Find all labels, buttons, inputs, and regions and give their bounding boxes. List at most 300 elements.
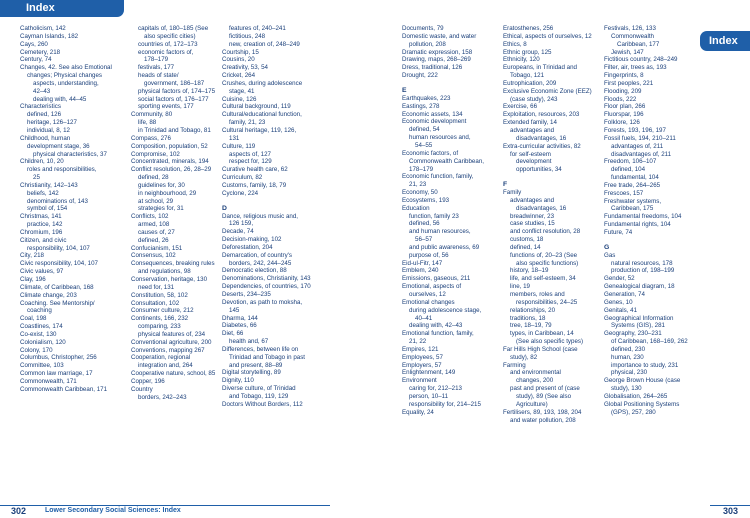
index-entry: Emissions, gaseous, 211	[402, 275, 471, 283]
index-entry: Exercise, 66	[503, 103, 538, 111]
index-entry: (See also specific types)	[516, 338, 584, 346]
index-entry: Globalisation, 264–265	[604, 392, 668, 400]
index-entry: Generation, 74	[604, 291, 645, 298]
index-entry: Community, 80	[131, 111, 173, 119]
index-entry: Systems (GIS), 281	[611, 322, 665, 330]
index-entry: history, 18–19	[510, 267, 549, 275]
index-entry: Decision-making, 102	[222, 236, 282, 244]
index-entry: Equality, 24	[402, 408, 434, 416]
index-entry: Employers, 57	[402, 361, 442, 369]
index-entry: Frescoes, 157	[604, 189, 644, 197]
index-entry: also specific cities)	[144, 32, 196, 40]
index-entry: Commonwealth Caribbean, 171	[20, 385, 108, 393]
index-entry: Children, 10, 20	[20, 158, 64, 166]
index-entry: armed, 108	[138, 221, 170, 229]
index-entry: heritage, 126–127	[27, 119, 77, 127]
index-entry: borders, 242, 244–245	[229, 259, 292, 267]
index-entry: pollution, 208	[409, 40, 446, 48]
index-entry: Diverse culture, of Trinidad	[222, 385, 296, 393]
index-entry: in neighbourhood, 29	[138, 189, 197, 197]
index-entry: Citizen, and civic	[20, 236, 67, 244]
index-entry: development stage, 36	[27, 142, 90, 150]
index-entry: line, 19	[510, 283, 530, 291]
page-number-left: 302	[11, 506, 27, 516]
index-entry: 145	[229, 306, 240, 314]
index-entry: during adolescence stage,	[409, 306, 482, 314]
index-entry: Composition, population, 52	[131, 142, 208, 150]
index-entry: defined, 56	[409, 220, 440, 228]
index-entry: Century, 74	[20, 56, 52, 64]
index-entry: Common law marriage, 17	[20, 370, 93, 378]
index-entry: strategies for, 31	[138, 205, 184, 213]
index-entry: Compromise, 102	[131, 150, 180, 158]
index-entry: 126 159,	[229, 220, 254, 228]
index-entry: Fundamental freedoms, 104	[604, 213, 682, 221]
index-entry: respect for, 129	[229, 158, 272, 166]
index-entry: Colonialism, 120	[20, 338, 66, 346]
index-entry: Dharma, 144	[222, 314, 258, 322]
index-entry: Earthquakes, 223	[402, 94, 451, 102]
index-entry: Geographical Information	[604, 314, 674, 322]
index-entry: functions of, 20–23 (See	[510, 251, 578, 259]
index-entry: Exclusive Economic Zone (EEZ)	[503, 87, 592, 95]
index-entry: Cyclone, 224	[222, 189, 259, 197]
index-entry: Consultation, 102	[131, 299, 180, 307]
index-entry: Drawing, maps, 268–269	[402, 56, 471, 64]
index-entry: Customs, family, 18, 79	[222, 181, 287, 189]
index-entry: Cricket, 264	[222, 72, 256, 80]
index-entry: Caribbean, 177	[617, 40, 660, 48]
index-entry: advantages and	[510, 126, 555, 134]
index-entry: Climate change, 203	[20, 291, 77, 299]
index-entry: fundamental, 104	[611, 174, 659, 182]
index-entry: development	[516, 158, 552, 166]
index-entry: Coal, 198	[20, 315, 47, 323]
index-entry: customs, 18	[510, 236, 544, 244]
index-entry: advantages and	[510, 196, 555, 204]
index-entry: Economic factors, of	[402, 149, 459, 157]
index-entry: Crushes, during adolescence	[222, 79, 303, 87]
index-entry: advantages of, 211	[611, 142, 664, 150]
index-entry: for self-esteem	[510, 150, 551, 158]
index-entry: disadvantages of, 211	[611, 150, 672, 158]
index-entry: Environment	[402, 377, 437, 385]
index-entry: tree, 18–19, 79	[510, 322, 552, 330]
index-entry: Extended family, 14	[503, 119, 557, 127]
index-entry: Economic assets, 134	[402, 110, 463, 118]
index-entry: Catholicism, 142	[20, 25, 66, 32]
index-entry: borders, 242–243	[138, 393, 187, 401]
index-entry: Chromium, 196	[20, 228, 63, 236]
index-column-6	[604, 25, 726, 417]
index-entry: George Brown House (case	[604, 377, 681, 385]
index-entry: Denominations, Christianity, 143	[222, 275, 311, 283]
index-entry: 178–179	[144, 56, 169, 64]
index-entry: roles and responsibilities,	[27, 166, 97, 174]
index-entry: countries of, 172–173	[138, 40, 198, 48]
index-entry: and present, 88–89	[229, 361, 283, 369]
index-entry: Constitution, 58, 102	[131, 291, 188, 299]
index-entry: Civic values, 97	[20, 268, 64, 276]
index-entry: Emotional function, family,	[402, 330, 474, 338]
index-entry: Differences, between life on	[222, 345, 299, 353]
index-entry: ourselves, 12	[409, 291, 446, 298]
index-entry: function, family 23	[409, 212, 459, 220]
index-entry: Culture, 119	[222, 142, 256, 150]
index-entry: natural resources, 178	[611, 259, 673, 267]
index-entry: defined, 28	[138, 174, 169, 182]
index-entry: Family	[503, 189, 522, 197]
index-entry: social factors of, 176–177	[138, 95, 209, 103]
index-entry: 56–57	[415, 236, 433, 244]
index-entry: practice, 142	[27, 221, 63, 229]
index-entry: and regulations, 98	[138, 268, 191, 276]
index-entry: Ethnicity, 120	[503, 56, 540, 64]
index-entry: and human resources,	[409, 228, 471, 236]
index-entry: production of, 198–199	[611, 267, 675, 275]
index-entry: Cayman Islands, 182	[20, 32, 79, 40]
index-entry: Tobago, 121	[510, 72, 545, 80]
index-entry: and Tobago, 119, 129	[229, 392, 289, 400]
index-letter-heading: F	[503, 181, 508, 189]
index-entry: changes, 200	[516, 377, 554, 385]
index-entry: Deserts, 234–235	[222, 291, 271, 298]
index-entry: Demarcation, of country's	[222, 251, 292, 259]
index-entry: purpose of, 56	[409, 251, 449, 259]
index-entry: Cays, 260	[20, 40, 48, 48]
index-entry: Creativity, 53, 54	[222, 64, 268, 72]
index-entry: 54–55	[415, 141, 433, 149]
index-entry: life, and self-esteem, 34	[510, 275, 576, 283]
index-entry: Eastings, 278	[402, 102, 440, 110]
index-entry: Curriculum, 82	[222, 174, 263, 182]
index-entry: Clay, 196	[20, 276, 46, 283]
index-entry: Country	[131, 385, 153, 393]
index-entry: Ethical, aspects of ourselves, 12	[503, 32, 592, 40]
index-entry: Freshwater systems,	[604, 197, 662, 205]
index-entry: Fertilisers, 89, 193, 198, 204	[503, 408, 582, 416]
index-entry: (GPS), 257, 280	[611, 408, 656, 416]
index-entry: Characteristics	[20, 103, 61, 111]
index-entry: defined, 14	[510, 243, 541, 251]
index-letter-heading: G	[604, 243, 610, 251]
index-entry: Childhood, human	[20, 134, 71, 142]
index-entry: defined, 26	[138, 236, 169, 244]
index-entry: aspects of, 127	[229, 150, 271, 158]
index-entry: Far Hills High School (case	[503, 345, 578, 353]
index-entry: new, creation of, 248–249	[229, 40, 300, 48]
index-entry: Cooperative nature, school, 85	[131, 370, 216, 378]
index-entry: Co-exist, 130	[20, 330, 57, 338]
index-entry: Jewish, 147	[611, 48, 644, 56]
footer-rule-left	[0, 505, 330, 506]
index-entry: Genealogical diagram, 18	[604, 283, 675, 291]
index-entry: Festivals, 126, 133	[604, 25, 656, 32]
index-entry: Consensus, 102	[131, 252, 176, 260]
index-entry: disadvantages, 16	[516, 204, 567, 212]
index-entry: Committee, 103	[20, 362, 64, 370]
index-entry: Floods, 222	[604, 95, 637, 103]
index-entry: Cultural background, 119	[222, 103, 291, 111]
index-entry: beliefs, 142	[27, 189, 59, 197]
index-entry: 21, 23	[409, 181, 427, 189]
index-spacer	[222, 198, 344, 202]
index-entry: Genitals, 41	[604, 306, 638, 314]
index-entry: Changes, 42. See also Emotional	[20, 64, 112, 72]
index-entry: Eratosthenes, 256	[503, 25, 554, 32]
index-entry: study), 82	[510, 353, 538, 361]
index-entry: Christianity, 142–143	[20, 181, 78, 189]
index-entry: Fundamental rights, 104	[604, 221, 671, 229]
index-column-3	[222, 25, 344, 409]
index-entry: dealing with, 44–45	[33, 95, 87, 103]
index-entry: study), 89 (See also	[516, 392, 572, 400]
index-entry: and environmental	[510, 369, 561, 377]
index-entry: stage, 41	[229, 87, 255, 95]
index-entry: City, 218	[20, 252, 44, 260]
index-entry: Emotional, aspects of	[402, 283, 462, 291]
index-entry: Cooperation, regional	[131, 354, 191, 362]
index-entry: Enlightenment, 149	[402, 369, 456, 377]
index-entry: Floor plan, 266	[604, 103, 646, 111]
index-entry: 40–41	[415, 314, 433, 322]
page-number-right: 303	[722, 506, 738, 516]
index-letter-heading: E	[402, 86, 407, 94]
index-entry: and conflict resolution, 28	[510, 228, 581, 236]
index-entry: aspects, understanding,	[33, 79, 99, 87]
footer-title: Lower Secondary Social Sciences: Index	[45, 507, 181, 514]
index-entry: caring for, 212–213	[409, 385, 462, 393]
index-entry: Empires, 121	[402, 345, 439, 353]
index-entry: Education	[402, 204, 430, 212]
index-entry: changes; Physical changes	[27, 72, 102, 80]
index-entry: Cultural/educational function,	[222, 111, 302, 119]
index-entry: in Trinidad and Tobago, 81	[138, 126, 211, 134]
index-entry: symbol of, 154	[27, 205, 68, 213]
index-entry: Farming	[503, 361, 526, 369]
index-entry: Concentrated, minerals, 194	[131, 158, 209, 166]
index-entry: Economic development	[402, 118, 467, 126]
index-entry: individual, 8, 12	[27, 126, 70, 134]
index-entry: life, 88	[138, 119, 157, 127]
index-entry: Commonwealth	[611, 32, 654, 40]
index-entry: responsibility, 104, 107	[27, 244, 90, 252]
index-entry: Commonwealth, 171	[20, 377, 77, 385]
index-entry: defined, 104	[611, 166, 646, 174]
index-entry: defined, 230	[611, 345, 646, 353]
index-entry: person, 10–11	[409, 392, 449, 400]
index-entry: Agriculture)	[516, 400, 548, 408]
index-entry: guidelines for, 30	[138, 181, 185, 189]
index-letter-heading: D	[222, 204, 227, 212]
index-entry: Dress, traditional, 126	[402, 64, 463, 72]
index-entry: Ethnic group, 125	[503, 48, 552, 56]
index-entry: and water pollution, 208	[510, 416, 576, 424]
index-entry: human resources and,	[409, 134, 471, 142]
index-entry: Domestic waste, and water	[402, 32, 477, 40]
index-entry: human, 230	[611, 353, 644, 361]
index-entry: comparing, 233	[138, 323, 181, 331]
index-entry: Dramatic expression, 158	[402, 48, 473, 56]
index-entry: also specific functions)	[516, 259, 579, 267]
index-entry: defined, 126	[27, 111, 62, 119]
index-entry: Coastlines, 174	[20, 323, 63, 331]
index-entry: economic factors of,	[138, 48, 194, 56]
index-entry: Gender, 52	[604, 275, 635, 283]
index-entry: disadvantages, 16	[516, 134, 567, 142]
index-entry: physical factors of, 174–175	[138, 87, 216, 95]
index-entry: need for, 131	[138, 283, 175, 291]
index-entry: Exploitation, resources, 203	[503, 111, 580, 119]
index-entry: relationships, 20	[510, 306, 556, 314]
index-entry: 131	[229, 134, 240, 142]
index-entry: sporting events, 177	[138, 103, 194, 111]
index-entry: dealing with, 42–43	[409, 322, 463, 330]
index-entry: Diabetes, 66	[222, 322, 257, 330]
index-entry: 178–179	[409, 165, 434, 173]
index-entry: physical, 230	[611, 369, 648, 377]
index-entry: Consequences, breaking rules	[131, 260, 215, 268]
index-entry: traditions, 18	[510, 314, 546, 322]
index-entry: First peoples, 221	[604, 79, 654, 87]
index-entry: government, 186–187	[144, 79, 205, 87]
index-entry: Cuisine, 126	[222, 95, 257, 103]
index-entry: capitals of, 180–185 (See	[138, 25, 209, 32]
index-entry: Documents, 79	[402, 25, 444, 32]
index-entry: Doctors Without Borders, 112	[222, 400, 303, 408]
index-entry: Columbus, Christopher, 256	[20, 354, 97, 362]
index-entry: case studies, 15	[510, 220, 555, 228]
index-entry: breadwinner, 23	[510, 212, 555, 220]
index-entry: festivals, 177	[138, 64, 175, 72]
index-entry: Employees, 57	[402, 353, 443, 361]
index-entry: at school, 29	[138, 197, 174, 205]
index-entry: Trinidad and Tobago in past	[229, 353, 306, 361]
index-entry: Economic function, family,	[402, 173, 474, 181]
index-entry: Conventional agriculture, 200	[131, 338, 212, 346]
index-entry: members, roles and	[510, 291, 565, 298]
index-entry: Courtship, 15	[222, 48, 259, 56]
index-entry: Flooding, 209	[604, 87, 642, 95]
index-entry: Democratic election, 88	[222, 267, 287, 275]
index-entry: family, 21, 23	[229, 119, 266, 127]
index-entry: Dance, religious music and,	[222, 212, 299, 220]
index-entry: Fossil fuels, 194, 210–211	[604, 134, 676, 142]
index-entry: Filter, air, trees as, 193	[604, 64, 667, 72]
index-entry: Curative health care, 62	[222, 166, 288, 174]
index-entry: Devotion, as path to moksha,	[222, 298, 303, 306]
index-entry: Colony, 170	[20, 346, 53, 354]
index-entry: Dignity, 110	[222, 377, 254, 385]
index-entry: 42–43	[33, 87, 51, 95]
index-entry: physical features of, 234	[138, 330, 206, 338]
index-entry: fictitious, 248	[229, 32, 266, 40]
index-entry: heads of state/	[138, 72, 179, 80]
index-entry: Conflicts, 102	[131, 213, 169, 221]
index-entry: integration and, 264	[138, 362, 193, 370]
index-entry: Genes, 10	[604, 298, 633, 306]
index-entry: Emotional changes	[402, 298, 455, 306]
index-entry: (case study), 243	[510, 95, 558, 103]
index-entry: Cultural heritage, 119, 126,	[222, 126, 297, 134]
index-entry: Civic responsibility, 104, 107	[20, 260, 98, 268]
index-entry: Climate, of Caribbean, 168	[20, 283, 94, 291]
index-entry: Digital storytelling, 89	[222, 369, 281, 377]
index-entry: Eid-ul-Fitr, 147	[402, 259, 443, 267]
index-tab-left: Index	[0, 0, 124, 17]
index-entry: health and, 67	[229, 338, 269, 346]
index-entry: Christmas, 141	[20, 213, 62, 221]
index-entry: Extra-curricular activities, 82	[503, 142, 581, 150]
index-spacer	[604, 237, 726, 241]
index-entry: Economy, 50	[402, 189, 438, 197]
index-entry: Future, 74	[604, 228, 633, 236]
index-entry: coaching	[27, 307, 52, 315]
index-entry: Fictitious country, 248–249	[604, 56, 678, 64]
index-entry: Commonwealth Caribbean,	[409, 157, 484, 165]
index-entry: Conservation, heritage, 130	[131, 276, 208, 283]
index-entry: Conventions, mapping 267	[131, 346, 205, 354]
index-entry: defined, 54	[409, 126, 440, 134]
index-entry: Copper, 196	[131, 377, 165, 385]
index-entry: Drought, 222	[402, 72, 438, 80]
index-entry: 21, 22	[409, 338, 427, 346]
index-entry: Cousins, 20	[222, 56, 255, 64]
index-entry: Free trade, 264–265	[604, 181, 661, 189]
index-entry: Deforestation, 204	[222, 243, 273, 251]
index-entry: 25	[33, 174, 40, 182]
index-entry: and public awareness, 69	[409, 243, 480, 251]
index-entry: Europeans, in Trinidad and	[503, 64, 577, 72]
index-entry: Geography, 230–231	[604, 330, 662, 338]
index-entry: importance to study, 231	[611, 361, 679, 369]
index-entry: causes of, 27	[138, 228, 175, 236]
index-entry: Emblem, 240	[402, 267, 439, 275]
index-entry: responsibility for, 214–215	[409, 400, 481, 408]
index-entry: responsibilities, 24–25	[516, 298, 578, 306]
index-entry: Ecosystems, 193	[402, 196, 450, 204]
index-column-1	[20, 25, 142, 394]
index-entry: Decade, 74	[222, 228, 254, 236]
index-entry: Freedom, 106–107	[604, 158, 657, 166]
index-entry: Consumer culture, 212	[131, 307, 194, 315]
index-entry: Continents, 166, 232	[131, 315, 189, 323]
index-entry: Fluorspar, 196	[604, 111, 644, 119]
index-entry: Diet, 66	[222, 330, 244, 338]
index-entry: Caribbean, 175	[611, 205, 654, 213]
index-entry: Gas	[604, 251, 616, 259]
index-entry: Cemetery, 218	[20, 48, 61, 56]
index-entry: denominations of, 143	[27, 197, 88, 205]
index-entry: Ethics, 8	[503, 40, 527, 48]
index-entry: Fingerprints, 8	[604, 72, 644, 80]
index-entry: Confucianism, 151	[131, 244, 183, 252]
index-entry: physical characteristics, 37	[33, 150, 107, 158]
index-entry: Global Positioning Systems	[604, 400, 680, 408]
index-entry: Forests, 193, 196, 197	[604, 126, 666, 134]
index-entry: Coaching. See Mentorship/	[20, 299, 95, 307]
index-entry: study), 130	[611, 385, 642, 393]
index-tab-right: Index	[700, 31, 750, 51]
index-entry: of Caribbean, 168–169, 262	[611, 338, 688, 346]
index-entry: Eutrophication, 209	[503, 79, 557, 87]
index-entry: features of, 240–241	[229, 25, 286, 32]
index-entry: Folklore, 126	[604, 119, 640, 127]
index-entry: past and present of (case	[510, 385, 580, 393]
index-entry: types, in Caribbean, 14	[510, 330, 574, 338]
index-entry: Dependencies, of countries, 170	[222, 283, 311, 291]
index-entry: Compass, 276	[131, 134, 171, 142]
